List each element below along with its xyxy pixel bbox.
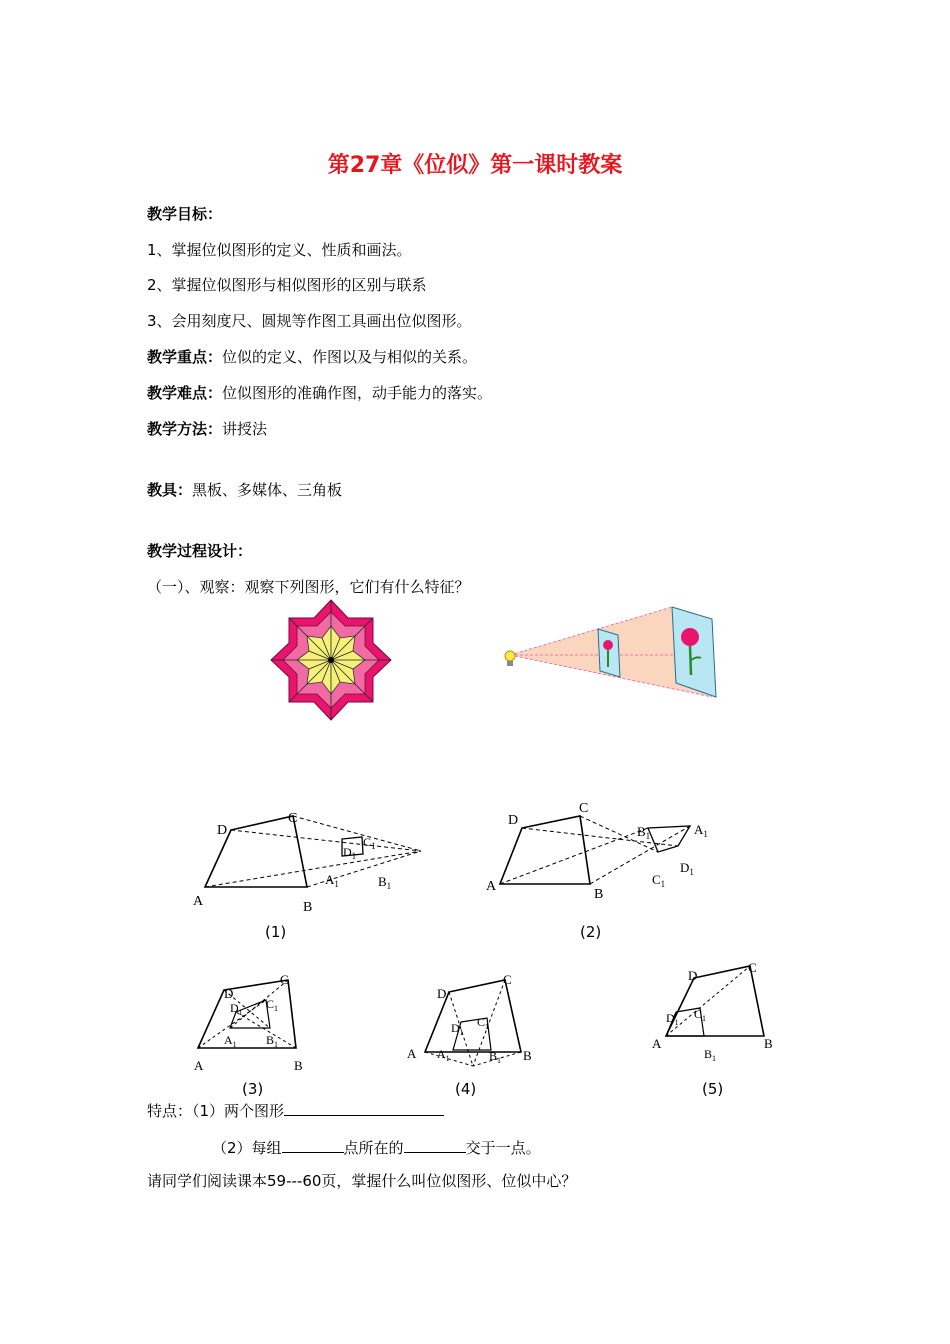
figure-1 (185, 808, 445, 938)
svg-text:A: A (407, 1046, 417, 1061)
svg-text:C: C (579, 801, 589, 816)
objectives-heading: 教学目标： (147, 205, 223, 223)
svg-text:B: B (764, 1036, 773, 1051)
figure-4 (405, 970, 555, 1070)
star-pattern-image (268, 597, 394, 723)
svg-text:D: D (437, 986, 447, 1001)
svg-text:A: A (194, 1058, 204, 1073)
method-text: 讲授法 (222, 420, 268, 438)
svg-text:A: A (486, 879, 497, 894)
key-points-text: 位似的定义、作图以及与相似的关系。 (222, 348, 478, 366)
projection-image (502, 605, 722, 697)
svg-text:C1: $C_1$ (694, 1007, 707, 1023)
svg-text:C: C (288, 811, 298, 826)
tools (147, 480, 342, 500)
svg-text:B1: $B_1$ (378, 874, 392, 891)
svg-text:D1: $D_1$ (451, 1021, 464, 1037)
features-2 (212, 1136, 541, 1158)
tools-text: 黑板、多媒体、三角板 (192, 481, 343, 499)
features-label: 特点： (147, 1102, 193, 1120)
svg-text:D: D (224, 986, 234, 1001)
svg-text:B1: $B_1$ (704, 1047, 717, 1063)
caption-2: (2) (580, 923, 602, 941)
caption-1: (1) (265, 923, 287, 941)
key-points-label: 教学重点： (147, 348, 223, 366)
caption-5: (5) (702, 1080, 724, 1098)
features-item-1: （1）两个图形 (192, 1102, 285, 1120)
svg-text:B: B (594, 887, 604, 902)
svg-text:B1: $B_1$ (637, 824, 651, 841)
features-item-2-c: 交于一点。 (465, 1139, 541, 1157)
svg-text:B1: $B_1$ (266, 1033, 279, 1049)
process-heading: 教学过程设计： (147, 542, 253, 560)
objective-2: 2、掌握位似图形与相似图形的区别与联系 (147, 276, 427, 294)
svg-text:A1: $A_1$ (694, 822, 708, 839)
figure-3 (190, 970, 340, 1075)
blank-2 (282, 1136, 344, 1153)
svg-text:D1: $D_1$ (666, 1011, 679, 1027)
key-points (147, 347, 477, 367)
svg-text:A: A (652, 1036, 662, 1051)
blank-3 (404, 1136, 466, 1153)
svg-text:D: D (508, 813, 519, 828)
blank-1 (284, 1099, 444, 1116)
difficulties (147, 383, 492, 403)
svg-text:D: D (217, 823, 228, 838)
svg-text:C: C (280, 972, 289, 987)
svg-text:D1: $D_1$ (230, 1001, 243, 1017)
features-item-2-b: 点所在的 (343, 1139, 404, 1157)
svg-text:A1: $A_1$ (224, 1033, 237, 1049)
svg-text:B: B (523, 1048, 532, 1063)
svg-text:D: D (688, 968, 698, 983)
page-title: 第27章《位似》第一课时教案 (327, 153, 623, 178)
objective-3: 3、会用刻度尺、圆规等作图工具画出位似图形。 (147, 312, 472, 330)
tools-label: 教具： (147, 481, 193, 499)
observe-prompt: （一）、观察：观察下列图形，它们有什么特征？ (147, 578, 470, 596)
figure-5 (650, 960, 790, 1063)
svg-text:B1: $B_1$ (489, 1049, 502, 1065)
svg-text:D1: $D_1$ (343, 845, 357, 861)
svg-text:C: C (503, 972, 512, 987)
svg-text:A: A (193, 894, 204, 909)
caption-3: (3) (242, 1080, 264, 1098)
figure-2 (482, 798, 722, 908)
svg-text:C1: $C_1$ (363, 835, 376, 851)
method (147, 419, 267, 439)
svg-text:D1: $D_1$ (680, 860, 694, 877)
difficulties-text: 位似图形的准确作图，动手能力的落实。 (222, 384, 493, 402)
features-item-2-a: （2）每组 (212, 1139, 282, 1157)
svg-text:C: C (748, 960, 757, 975)
svg-text:B: B (294, 1058, 303, 1073)
caption-4: (4) (455, 1080, 477, 1098)
svg-text:C1: $C_1$ (652, 872, 666, 889)
svg-text:B: B (303, 900, 313, 915)
svg-text:A1: $A_1$ (437, 1047, 450, 1063)
svg-text:C1: $C_1$ (266, 997, 279, 1013)
svg-text:C1: $C_1$ (477, 1015, 490, 1031)
svg-text:A1: $A_1$ (325, 872, 339, 889)
objective-1: 1、掌握位似图形的定义、性质和画法。 (147, 241, 412, 259)
difficulties-label: 教学难点： (147, 384, 223, 402)
reading-instruction: 请同学们阅读课本59---60页，掌握什么叫位似图形、位似中心？ (147, 1172, 577, 1190)
method-label: 教学方法： (147, 420, 223, 438)
features-1 (147, 1099, 444, 1121)
